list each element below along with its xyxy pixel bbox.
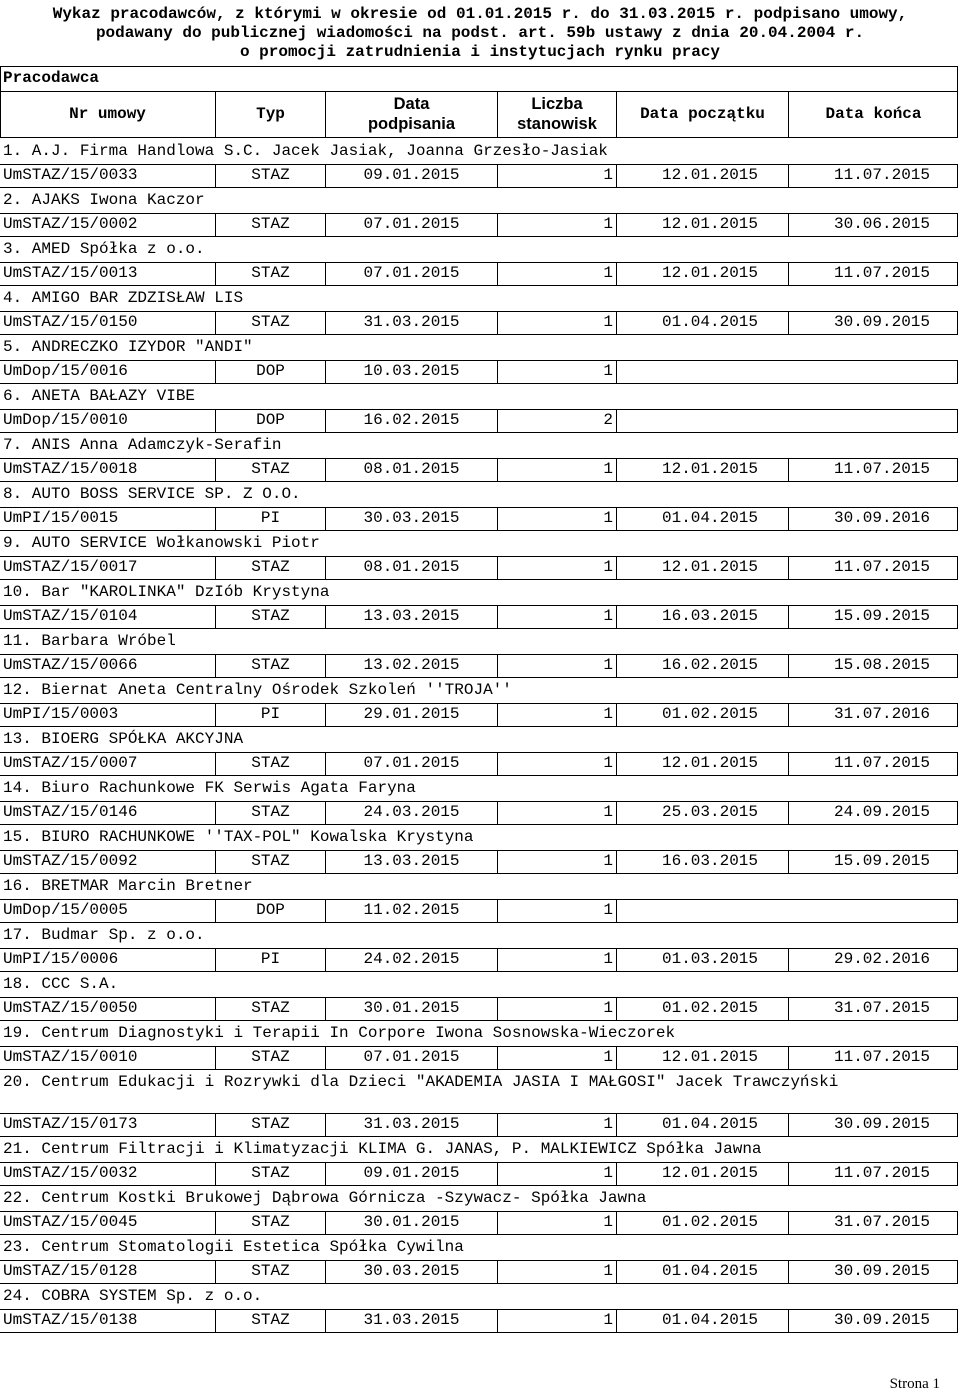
contract-type: STAZ bbox=[251, 607, 290, 625]
row-divider bbox=[0, 775, 958, 776]
positions-count: 1 bbox=[603, 558, 613, 576]
end-date: 11.07.2015 bbox=[833, 1048, 930, 1066]
cell-separator bbox=[957, 409, 958, 432]
cell-separator bbox=[957, 899, 958, 922]
row-divider bbox=[0, 334, 958, 335]
row-divider bbox=[0, 311, 958, 312]
positions-count: 1 bbox=[603, 313, 613, 331]
start-date: 01.02.2015 bbox=[661, 705, 758, 723]
contract-type: STAZ bbox=[251, 1262, 290, 1280]
row-divider bbox=[0, 1046, 958, 1047]
row-divider bbox=[0, 1260, 958, 1261]
contract-number: UmSTAZ/15/0045 bbox=[3, 1213, 138, 1231]
positions-count: 1 bbox=[603, 1164, 613, 1182]
end-date: 11.07.2015 bbox=[833, 754, 930, 772]
positions-count: 1 bbox=[603, 264, 613, 282]
end-date: 15.09.2015 bbox=[833, 607, 930, 625]
positions-count: 1 bbox=[603, 1115, 613, 1133]
positions-count: 1 bbox=[603, 999, 613, 1017]
signing-date: 16.02.2015 bbox=[363, 411, 460, 429]
contract-number: UmDop/15/0005 bbox=[3, 901, 128, 919]
contract-number: UmSTAZ/15/0104 bbox=[3, 607, 138, 625]
positions-count: 1 bbox=[603, 362, 613, 380]
contract-number: UmSTAZ/15/0173 bbox=[3, 1115, 138, 1133]
column-header-nr-umowy: Nr umowy bbox=[69, 105, 146, 123]
positions-count: 1 bbox=[603, 1213, 613, 1231]
contract-type: STAZ bbox=[251, 215, 290, 233]
employer-name: 1. A.J. Firma Handlowa S.C. Jacek Jasiak, Joanna Grzesło-Jasiak bbox=[3, 142, 608, 160]
row-divider bbox=[0, 579, 958, 580]
positions-count: 1 bbox=[603, 754, 613, 772]
signing-date: 31.03.2015 bbox=[363, 1311, 460, 1329]
contract-number: UmSTAZ/15/0138 bbox=[3, 1311, 138, 1329]
row-divider bbox=[0, 1069, 958, 1070]
contract-number: UmSTAZ/15/0146 bbox=[3, 803, 138, 821]
signing-date: 13.03.2015 bbox=[363, 852, 460, 870]
end-date: 31.07.2015 bbox=[833, 999, 930, 1017]
start-date: 01.04.2015 bbox=[661, 1115, 758, 1133]
contract-type: DOP bbox=[256, 901, 285, 919]
end-date: 11.07.2015 bbox=[833, 166, 930, 184]
employer-name: 4. AMIGO BAR ZDZISŁAW LIS bbox=[3, 289, 244, 307]
row-divider bbox=[0, 654, 958, 655]
end-date: 30.06.2015 bbox=[833, 215, 930, 233]
start-date: 01.02.2015 bbox=[661, 1213, 758, 1231]
contract-type: STAZ bbox=[251, 313, 290, 331]
positions-count: 1 bbox=[603, 656, 613, 674]
row-divider bbox=[0, 948, 958, 949]
cell-separator bbox=[957, 507, 958, 530]
positions-count: 1 bbox=[603, 607, 613, 625]
row-divider bbox=[0, 971, 958, 972]
cell-separator bbox=[957, 850, 958, 873]
contract-type: STAZ bbox=[251, 754, 290, 772]
row-divider bbox=[0, 383, 958, 384]
contract-number: UmDop/15/0010 bbox=[3, 411, 128, 429]
row-divider bbox=[0, 628, 958, 629]
positions-count: 1 bbox=[603, 901, 613, 919]
end-date: 24.09.2015 bbox=[833, 803, 930, 821]
employer-name: 13. BIOERG SPÓŁKA AKCYJNA bbox=[3, 730, 244, 748]
end-date: 30.09.2015 bbox=[833, 1311, 930, 1329]
start-date: 12.01.2015 bbox=[661, 166, 758, 184]
start-date: 01.04.2015 bbox=[661, 1311, 758, 1329]
row-divider bbox=[0, 1283, 958, 1284]
signing-date: 30.01.2015 bbox=[363, 1213, 460, 1231]
signing-date: 13.02.2015 bbox=[363, 656, 460, 674]
row-divider bbox=[0, 556, 958, 557]
signing-date: 24.02.2015 bbox=[363, 950, 460, 968]
start-date: 01.04.2015 bbox=[661, 509, 758, 527]
column-header-data-podpisania-line-1: Data bbox=[393, 95, 430, 113]
start-date: 01.03.2015 bbox=[661, 950, 758, 968]
signing-date: 24.03.2015 bbox=[363, 803, 460, 821]
employer-name: 8. AUTO BOSS SERVICE SP. Z O.O. bbox=[3, 485, 301, 503]
row-divider bbox=[0, 285, 958, 286]
start-date: 12.01.2015 bbox=[661, 264, 758, 282]
end-date: 11.07.2015 bbox=[833, 1164, 930, 1182]
end-date: 30.09.2015 bbox=[833, 313, 930, 331]
row-divider bbox=[0, 164, 958, 165]
positions-count: 1 bbox=[603, 166, 613, 184]
contract-number: UmSTAZ/15/0017 bbox=[3, 558, 138, 576]
employer-name: 9. AUTO SERVICE Wołkanowski Piotr bbox=[3, 534, 320, 552]
row-divider bbox=[0, 409, 958, 410]
contract-number: UmSTAZ/15/0032 bbox=[3, 1164, 138, 1182]
row-divider bbox=[0, 1136, 958, 1137]
column-header-data-konca: Data końca bbox=[825, 105, 922, 123]
employer-name: 15. BIURO RACHUNKOWE ''TAX-POL" Kowalska Krystyna bbox=[3, 828, 474, 846]
end-date: 11.07.2015 bbox=[833, 558, 930, 576]
contract-number: UmSTAZ/15/0010 bbox=[3, 1048, 138, 1066]
signing-date: 30.03.2015 bbox=[363, 509, 460, 527]
start-date: 12.01.2015 bbox=[661, 754, 758, 772]
signing-date: 11.02.2015 bbox=[363, 901, 460, 919]
row-divider bbox=[0, 360, 958, 361]
row-divider bbox=[0, 824, 958, 825]
row-divider bbox=[0, 997, 958, 998]
contract-number: UmSTAZ/15/0066 bbox=[3, 656, 138, 674]
start-date: 12.01.2015 bbox=[661, 215, 758, 233]
end-date: 30.09.2016 bbox=[833, 509, 930, 527]
start-date: 25.03.2015 bbox=[661, 803, 758, 821]
start-date: 16.03.2015 bbox=[661, 852, 758, 870]
positions-count: 1 bbox=[603, 1048, 613, 1066]
signing-date: 07.01.2015 bbox=[363, 215, 460, 233]
row-divider bbox=[0, 922, 958, 923]
positions-count: 1 bbox=[603, 460, 613, 478]
document-title-line-1: Wykaz pracodawców, z którymi w okresie od 01.01.2015 r. do 31.03.2015 r. podpisano umowy, bbox=[52, 5, 908, 23]
employer-name: 20. Centrum Edukacji i Rozrywki dla Dzieci "AKADEMIA JASIA I MAŁGOSI" Jacek Trawczyński bbox=[3, 1073, 839, 1091]
row-divider bbox=[0, 507, 958, 508]
cell-separator bbox=[957, 458, 958, 481]
positions-count: 1 bbox=[603, 705, 613, 723]
end-date: 11.07.2015 bbox=[833, 460, 930, 478]
cell-separator bbox=[957, 311, 958, 334]
signing-date: 09.01.2015 bbox=[363, 1164, 460, 1182]
row-divider bbox=[0, 1309, 958, 1310]
cell-separator bbox=[957, 605, 958, 628]
positions-count: 1 bbox=[603, 1262, 613, 1280]
row-divider bbox=[0, 236, 958, 237]
row-divider bbox=[0, 801, 958, 802]
start-date: 01.04.2015 bbox=[661, 1262, 758, 1280]
column-header-liczba-stanowisk bbox=[498, 92, 616, 136]
column-header-pracodawca: Pracodawca bbox=[3, 69, 100, 87]
contract-type: DOP bbox=[256, 362, 285, 380]
cell-separator bbox=[957, 1211, 958, 1234]
positions-count: 1 bbox=[603, 215, 613, 233]
employer-name: 22. Centrum Kostki Brukowej Dąbrowa Górnicza -Szywacz- Spółka Jawna bbox=[3, 1189, 647, 1207]
employer-name: 12. Biernat Aneta Centralny Ośrodek Szkoleń ''TROJA'' bbox=[3, 681, 512, 699]
start-date: 12.01.2015 bbox=[661, 1164, 758, 1182]
start-date: 16.02.2015 bbox=[661, 656, 758, 674]
contract-number: UmPI/15/0015 bbox=[3, 509, 119, 527]
contract-number: UmSTAZ/15/0050 bbox=[3, 999, 138, 1017]
cell-separator bbox=[616, 360, 617, 383]
contract-type: STAZ bbox=[251, 264, 290, 282]
cell-separator bbox=[957, 1162, 958, 1185]
row-divider bbox=[0, 703, 958, 704]
cell-separator bbox=[957, 1260, 958, 1283]
signing-date: 29.01.2015 bbox=[363, 705, 460, 723]
row-divider bbox=[0, 432, 958, 433]
signing-date: 07.01.2015 bbox=[363, 264, 460, 282]
positions-count: 2 bbox=[603, 411, 613, 429]
contract-number: UmSTAZ/15/0007 bbox=[3, 754, 138, 772]
employer-name: 7. ANIS Anna Adamczyk-Serafin bbox=[3, 436, 282, 454]
start-date: 12.01.2015 bbox=[661, 1048, 758, 1066]
contract-number: UmDop/15/0016 bbox=[3, 362, 128, 380]
row-divider bbox=[0, 873, 958, 874]
end-date: 15.09.2015 bbox=[833, 852, 930, 870]
end-date: 11.07.2015 bbox=[833, 264, 930, 282]
end-date: 31.07.2015 bbox=[833, 1213, 930, 1231]
row-divider bbox=[0, 1113, 958, 1114]
employer-name: 10. Bar "KAROLINKA" DzIób Krystyna bbox=[3, 583, 330, 601]
employer-name: 23. Centrum Stomatologii Estetica Spółka Cywilna bbox=[3, 1238, 464, 1256]
row-divider bbox=[0, 726, 958, 727]
row-divider bbox=[0, 1332, 958, 1333]
contract-number: UmSTAZ/15/0018 bbox=[3, 460, 138, 478]
row-divider bbox=[0, 677, 958, 678]
cell-separator bbox=[957, 1046, 958, 1069]
signing-date: 31.03.2015 bbox=[363, 313, 460, 331]
cell-separator bbox=[957, 213, 958, 236]
row-divider bbox=[0, 1185, 958, 1186]
employer-name: 2. AJAKS Iwona Kaczor bbox=[3, 191, 205, 209]
signing-date: 10.03.2015 bbox=[363, 362, 460, 380]
contract-type: STAZ bbox=[251, 803, 290, 821]
row-divider bbox=[0, 1211, 958, 1212]
signing-date: 07.01.2015 bbox=[363, 754, 460, 772]
row-divider bbox=[0, 1020, 958, 1021]
contract-type: STAZ bbox=[251, 558, 290, 576]
positions-count: 1 bbox=[603, 1311, 613, 1329]
page-number: Strona 1 bbox=[889, 1376, 940, 1392]
row-divider bbox=[0, 262, 958, 263]
row-divider bbox=[0, 605, 958, 606]
row-divider bbox=[0, 458, 958, 459]
signing-date: 07.01.2015 bbox=[363, 1048, 460, 1066]
row-divider bbox=[0, 481, 958, 482]
end-date: 29.02.2016 bbox=[833, 950, 930, 968]
employer-name: 19. Centrum Diagnostyki i Terapii In Corpore Iwona Sosnowska-Wieczorek bbox=[3, 1024, 676, 1042]
row-divider bbox=[0, 850, 958, 851]
contract-number: UmPI/15/0006 bbox=[3, 950, 119, 968]
column-header-liczba-line-1: Liczba bbox=[531, 95, 583, 113]
contract-number: UmSTAZ/15/0150 bbox=[3, 313, 138, 331]
employer-name: 24. COBRA SYSTEM Sp. z o.o. bbox=[3, 1287, 263, 1305]
contract-type: PI bbox=[260, 705, 281, 723]
employer-name: 6. ANETA BAŁAZY VIBE bbox=[3, 387, 196, 405]
cell-separator bbox=[957, 752, 958, 775]
contract-number: UmSTAZ/15/0033 bbox=[3, 166, 138, 184]
start-date: 12.01.2015 bbox=[661, 460, 758, 478]
contract-type: STAZ bbox=[251, 852, 290, 870]
contract-type: STAZ bbox=[251, 1213, 290, 1231]
start-date: 12.01.2015 bbox=[661, 558, 758, 576]
cell-separator bbox=[957, 360, 958, 383]
row-divider bbox=[0, 530, 958, 531]
end-date: 31.07.2016 bbox=[833, 705, 930, 723]
contract-number: UmPI/15/0003 bbox=[3, 705, 119, 723]
document-title-line-2: podawany do publicznej wiadomości na podst. art. 59b ustawy z dnia 20.04.2004 r. bbox=[95, 24, 865, 42]
cell-separator bbox=[957, 1113, 958, 1136]
column-header-data-poczatku: Data początku bbox=[640, 105, 765, 123]
cell-separator bbox=[957, 997, 958, 1020]
row-divider bbox=[0, 899, 958, 900]
signing-date: 13.03.2015 bbox=[363, 607, 460, 625]
contract-number: UmSTAZ/15/0002 bbox=[3, 215, 138, 233]
column-header-data-podpisania bbox=[326, 92, 497, 136]
employer-name: 5. ANDRECZKO IZYDOR "ANDI" bbox=[3, 338, 253, 356]
row-divider bbox=[0, 1162, 958, 1163]
contract-number: UmSTAZ/15/0128 bbox=[3, 1262, 138, 1280]
row-divider bbox=[0, 213, 958, 214]
positions-count: 1 bbox=[603, 852, 613, 870]
cell-separator bbox=[957, 1309, 958, 1332]
positions-count: 1 bbox=[603, 950, 613, 968]
contract-number: UmSTAZ/15/0092 bbox=[3, 852, 138, 870]
employer-name: 14. Biuro Rachunkowe FK Serwis Agata Faryna bbox=[3, 779, 416, 797]
document-title-line-3: o promocji zatrudnienia i instytucjach rynku pracy bbox=[239, 43, 721, 61]
contract-type: STAZ bbox=[251, 999, 290, 1017]
column-header-liczba-line-2: stanowisk bbox=[517, 115, 597, 133]
contract-type: STAZ bbox=[251, 656, 290, 674]
contract-type: STAZ bbox=[251, 1115, 290, 1133]
employer-name: 16. BRETMAR Marcin Bretner bbox=[3, 877, 253, 895]
positions-count: 1 bbox=[603, 803, 613, 821]
signing-date: 08.01.2015 bbox=[363, 558, 460, 576]
employer-name: 21. Centrum Filtracji i Klimatyzacji KLIMA G. JANAS, P. MALKIEWICZ Spółka Jawna bbox=[3, 1140, 762, 1158]
start-date: 01.02.2015 bbox=[661, 999, 758, 1017]
contract-type: DOP bbox=[256, 411, 285, 429]
end-date: 30.09.2015 bbox=[833, 1115, 930, 1133]
cell-separator bbox=[957, 556, 958, 579]
contract-type: PI bbox=[260, 509, 281, 527]
signing-date: 08.01.2015 bbox=[363, 460, 460, 478]
column-header-data-podpisania-line-2: podpisania bbox=[367, 115, 456, 133]
start-date: 01.04.2015 bbox=[661, 313, 758, 331]
contract-type: STAZ bbox=[251, 166, 290, 184]
signing-date: 31.03.2015 bbox=[363, 1115, 460, 1133]
cell-separator bbox=[616, 899, 617, 922]
contract-type: STAZ bbox=[251, 1048, 290, 1066]
column-header-typ: Typ bbox=[256, 105, 285, 123]
employer-name: 3. AMED Spółka z o.o. bbox=[3, 240, 205, 258]
cell-separator bbox=[957, 654, 958, 677]
positions-count: 1 bbox=[603, 509, 613, 527]
end-date: 15.08.2015 bbox=[833, 656, 930, 674]
contract-type: STAZ bbox=[251, 1164, 290, 1182]
contract-type: STAZ bbox=[251, 460, 290, 478]
signing-date: 30.01.2015 bbox=[363, 999, 460, 1017]
cell-separator bbox=[957, 164, 958, 187]
end-date: 30.09.2015 bbox=[833, 1262, 930, 1280]
contract-type: STAZ bbox=[251, 1311, 290, 1329]
signing-date: 30.03.2015 bbox=[363, 1262, 460, 1280]
cell-separator bbox=[616, 409, 617, 432]
contract-type: PI bbox=[260, 950, 281, 968]
row-divider bbox=[0, 752, 958, 753]
employer-name: 18. CCC S.A. bbox=[3, 975, 119, 993]
employer-name: 11. Barbara Wróbel bbox=[3, 632, 176, 650]
cell-separator bbox=[957, 948, 958, 971]
start-date: 16.03.2015 bbox=[661, 607, 758, 625]
cell-separator bbox=[957, 801, 958, 824]
employer-name: 17. Budmar Sp. z o.o. bbox=[3, 926, 205, 944]
row-divider bbox=[0, 187, 958, 188]
row-divider bbox=[0, 1234, 958, 1235]
cell-separator bbox=[957, 703, 958, 726]
cell-separator bbox=[957, 262, 958, 285]
contract-number: UmSTAZ/15/0013 bbox=[3, 264, 138, 282]
signing-date: 09.01.2015 bbox=[363, 166, 460, 184]
